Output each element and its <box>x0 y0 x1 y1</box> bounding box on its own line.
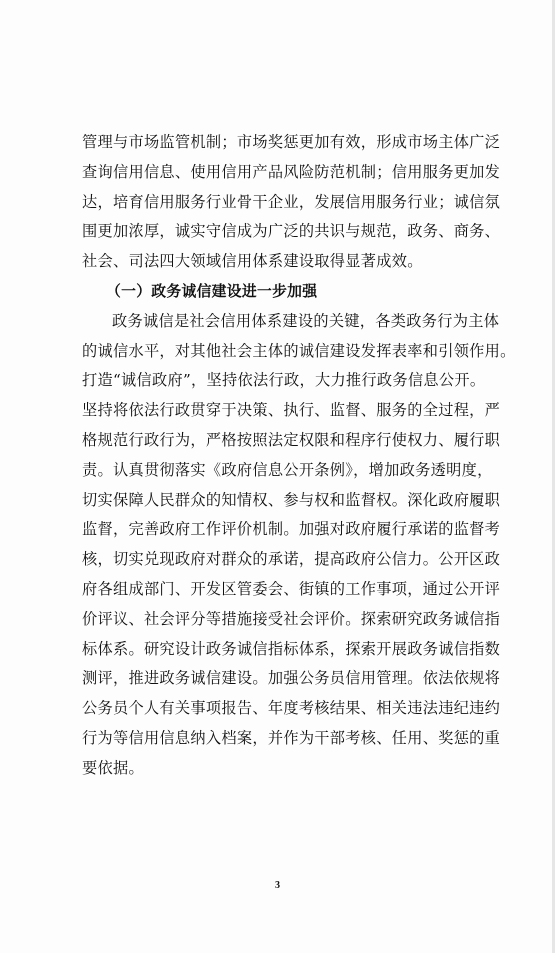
paragraph-line: 价评议、社会评分等措施接受社会评价。探索研究政务诚信指 <box>82 609 501 628</box>
paragraph-line: 责。认真贯彻落实《政府信息公开条例》，增加政务透明度， <box>82 460 493 479</box>
paragraph-line: 社会、司法四大领域信用体系建设取得显著成效。 <box>82 252 423 271</box>
paragraph-line: 格规范行政行为，严格按照法定权限和程序行使权力、履行职 <box>82 430 501 449</box>
paragraph-line: 打造“诚信政府”，坚持依法行政，大力推行政务信息公开。 <box>82 371 486 390</box>
paragraph-line: 达，培育信用服务行业骨干企业，发展信用服务行业；诚信氛 <box>82 192 501 211</box>
paragraph-line: 测评，推进政务诚信建设。加强公务员信用管理。依法依规将 <box>82 669 501 688</box>
paragraph-line: 府各组成部门、开发区管委会、街镇的工作事项，通过公开评 <box>82 579 501 598</box>
section-heading: （一）政务诚信建设进一步加强 <box>106 282 318 300</box>
body-text <box>82 128 516 784</box>
paragraph-line: 要依据。 <box>82 758 144 777</box>
paragraph-line: 围更加浓厚，诚实守信成为广泛的共识与规范，政务、商务、 <box>82 222 501 241</box>
paragraph-line: 坚持将依法行政贯穿于决策、执行、监督、服务的全过程，严 <box>82 401 501 420</box>
paragraph-line: 切实保障人民群众的知情权、参与权和监督权。深化政府履职 <box>82 490 501 509</box>
paragraph-line: 政务诚信是社会信用体系建设的关键，各类政务行为主体 <box>112 311 500 330</box>
paragraph-line: 行为等信用信息纳入档案，并作为干部考核、任用、奖惩的重 <box>82 728 501 747</box>
paragraph-line: 监督，完善政府工作评价机制。加强对政府履行承诺的监督考 <box>82 520 501 539</box>
paragraph-line: 管理与市场监管机制；市场奖惩更加有效，形成市场主体广泛 <box>82 133 501 151</box>
paragraph-line: 的诚信水平，对其他社会主体的诚信建设发挥表率和引领作用。 <box>82 341 516 360</box>
page-number: 3 <box>275 880 280 891</box>
paragraph-line: 核，切实兑现政府对群众的承诺，提高政府公信力。公开区政 <box>82 550 501 569</box>
paragraph-line: 查询信用信息、使用信用产品风险防范机制；信用服务更加发 <box>82 162 501 181</box>
paragraph-line: 标体系。研究设计政务诚信指标体系，探索开展政务诚信指数 <box>82 639 501 658</box>
paragraph-line: 公务员个人有关事项报告、年度考核结果、相关违法违纪违约 <box>82 699 501 718</box>
